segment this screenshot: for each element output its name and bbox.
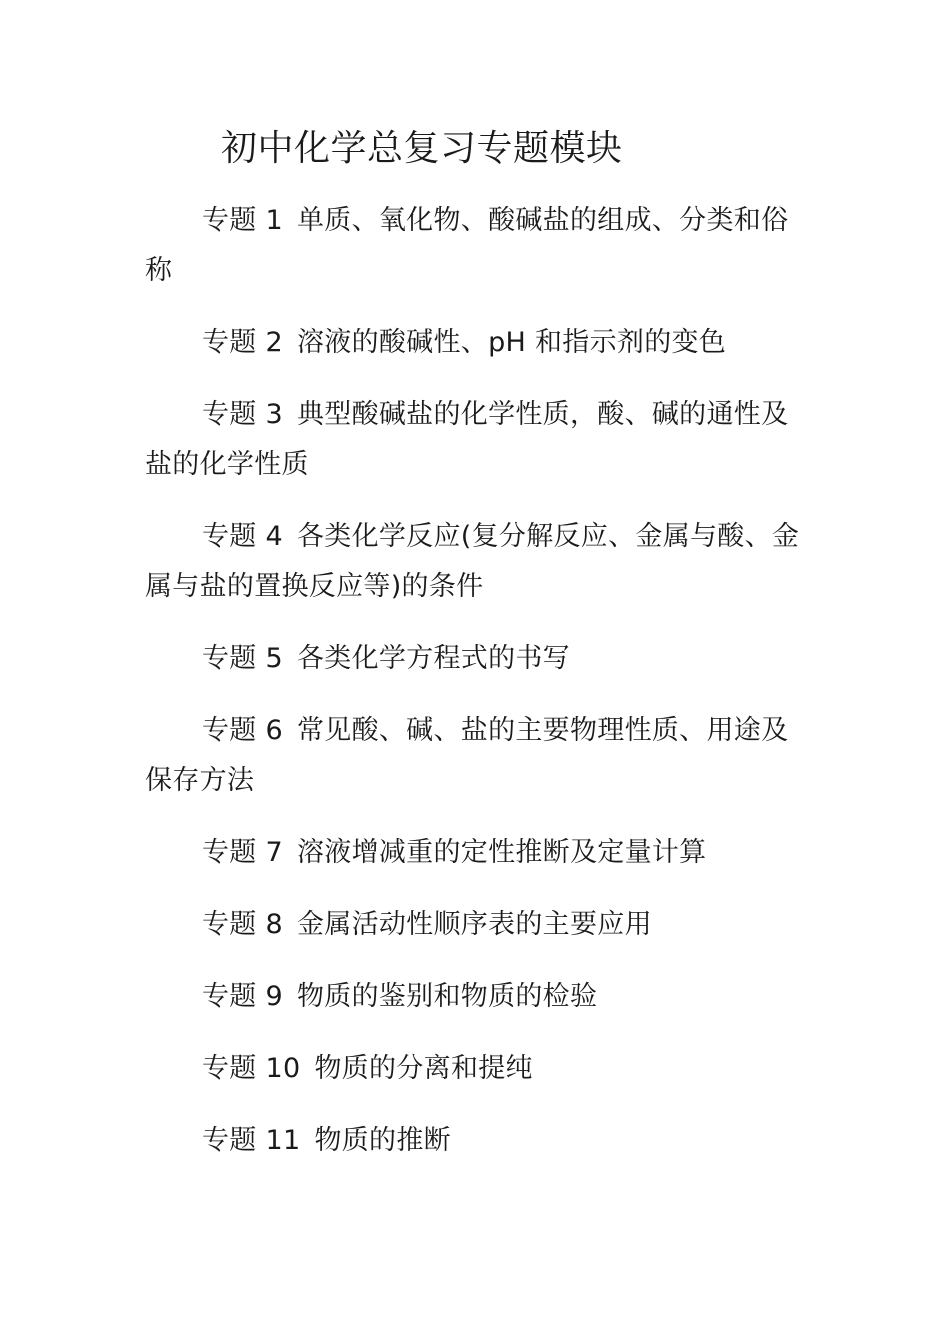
topic-number: 专题 3 — [202, 399, 283, 430]
topic-text: 常见酸、碱、盐的主要物理性质、用途及保存方法 — [145, 715, 789, 796]
topic-item — [145, 390, 810, 490]
topic-text: 物质的鉴别和物质的检验 — [296, 981, 598, 1012]
topic-number: 专题 4 — [202, 521, 283, 552]
topic-number: 专题 8 — [202, 909, 283, 940]
topic-item — [145, 972, 810, 1022]
topic-text: 单质、氧化物、酸碱盐的组成、分类和俗称 — [145, 205, 789, 286]
topic-item — [145, 1116, 810, 1166]
topic-item — [145, 318, 810, 368]
topic-number: 专题 10 — [202, 1053, 301, 1084]
topic-number: 专题 5 — [202, 643, 283, 674]
topic-item — [145, 706, 810, 806]
topic-number: 专题 9 — [202, 981, 283, 1012]
topic-item — [145, 900, 810, 950]
topic-text: 典型酸碱盐的化学性质，酸、碱的通性及盐的化学性质 — [145, 399, 789, 480]
topic-item — [145, 512, 810, 612]
topic-item — [145, 828, 810, 878]
topic-text: 溶液增减重的定性推断及定量计算 — [296, 837, 707, 868]
topic-number: 专题 11 — [202, 1125, 301, 1156]
topic-text: 物质的分离和提纯 — [314, 1053, 533, 1084]
topic-text: 金属活动性顺序表的主要应用 — [296, 909, 652, 940]
topic-number: 专题 1 — [202, 205, 283, 236]
topic-text: 各类化学反应(复分解反应、金属与酸、金属与盐的置换反应等)的条件 — [145, 521, 800, 602]
topic-number: 专题 6 — [202, 715, 283, 746]
document-title: 初中化学总复习专题模块 — [221, 128, 623, 169]
topic-item — [145, 634, 810, 684]
topic-text: 物质的推断 — [314, 1125, 451, 1156]
topic-item — [145, 196, 810, 296]
topic-number: 专题 7 — [202, 837, 283, 868]
topic-item — [145, 1044, 810, 1094]
topic-text: 溶液的酸碱性、pH 和指示剂的变色 — [296, 327, 727, 358]
topic-number: 专题 2 — [202, 327, 283, 358]
topic-text: 各类化学方程式的书写 — [296, 643, 570, 674]
